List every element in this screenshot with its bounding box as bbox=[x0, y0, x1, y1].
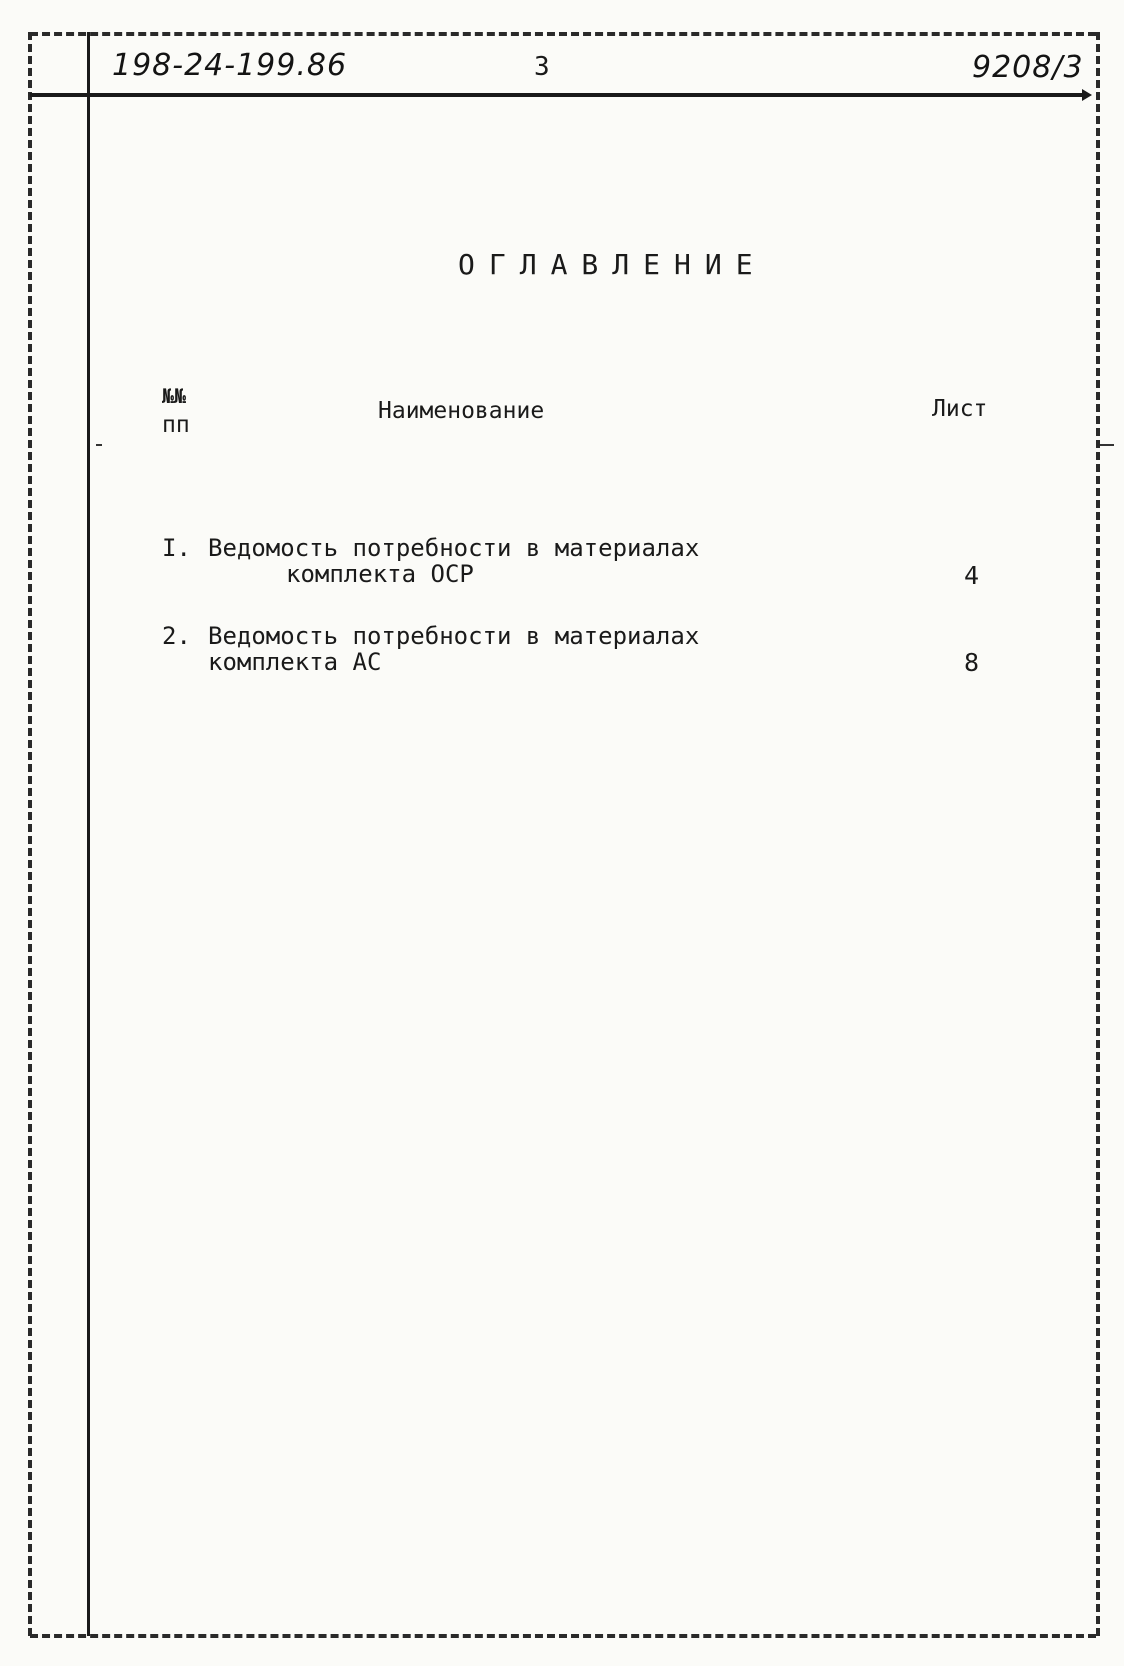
page-number: 3 bbox=[534, 52, 550, 82]
entry-title-line2: комплекта АС bbox=[208, 648, 382, 676]
entry-sheet-number: 8 bbox=[964, 648, 980, 677]
entry-title-line1: Ведомость потребности в материалах bbox=[208, 534, 700, 562]
margin-tick-mark bbox=[96, 444, 102, 446]
frame-bottom-border bbox=[30, 1634, 1096, 1638]
entry-number: I. bbox=[162, 534, 191, 562]
sheet-code: 9208/3 bbox=[972, 50, 1084, 85]
page-title: ОГЛАВЛЕНИЕ bbox=[458, 248, 767, 281]
document-code: 198-24-199.86 bbox=[112, 48, 348, 83]
entry-title-line2: комплекта ОСР bbox=[286, 560, 474, 588]
column-header-number: №№ bbox=[162, 384, 187, 408]
column-header-name: Наименование bbox=[378, 398, 545, 424]
binding-margin-line bbox=[87, 32, 90, 1636]
entry-sheet-number: 4 bbox=[964, 561, 980, 590]
frame-tick-mark bbox=[1100, 444, 1114, 446]
header-divider-arrow bbox=[1082, 89, 1092, 101]
column-header-sheet: Лист bbox=[932, 396, 988, 422]
header-divider bbox=[30, 93, 1088, 97]
frame-top-border bbox=[30, 32, 1096, 36]
frame-left-border bbox=[28, 32, 32, 1636]
entry-number: 2. bbox=[162, 622, 191, 650]
entry-title-line1: Ведомость потребности в материалах bbox=[208, 622, 700, 650]
column-header-number-sub: пп bbox=[162, 412, 190, 438]
frame-right-border bbox=[1096, 32, 1100, 1636]
